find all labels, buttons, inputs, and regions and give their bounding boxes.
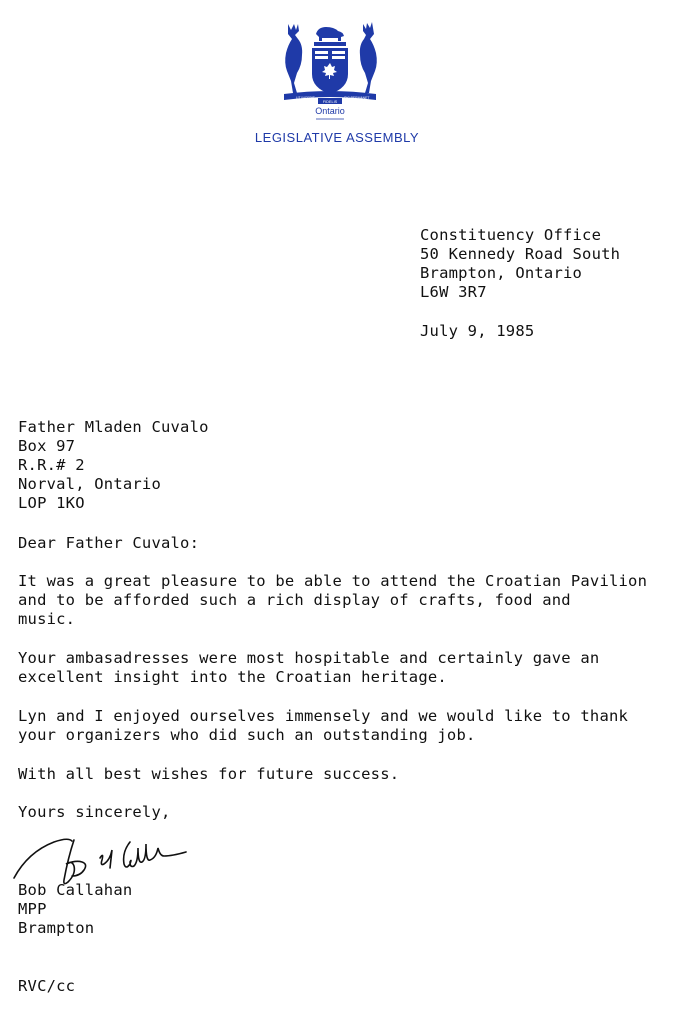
salutation: Dear Father Cuvalo: (18, 534, 200, 552)
sender-address-line-4: L6W 3R7 (420, 283, 487, 301)
recipient-line-4: Norval, Ontario (18, 475, 161, 493)
organization-name: LEGISLATIVE ASSEMBLY (254, 130, 420, 145)
reference-initials: RVC/cc (18, 977, 76, 995)
crest-banner-left: UT INCEPIT (296, 96, 315, 100)
crest-motto: FIDELIS (322, 100, 338, 104)
closing: Yours sincerely, (18, 803, 171, 821)
sender-address-line-3: Brampton, Ontario (420, 264, 583, 282)
crest-label: Ontario (315, 106, 345, 116)
sender-address-line-2: 50 Kennedy Road South (420, 245, 621, 263)
body-paragraph-1: It was a great pleasure to be able to attend the Croatian Pavilion and to be afforded such a rich display of crafts, food and music. (18, 572, 648, 628)
crest-banner-right: SIC PERMANET (344, 96, 370, 100)
signatory-riding: Brampton (18, 919, 95, 937)
recipient-line-2: Box 97 (18, 437, 76, 455)
recipient-line-3: R.R.# 2 (18, 456, 85, 474)
sender-address-line-1: Constituency Office (420, 226, 602, 244)
body-paragraph-2: Your ambasadresses were most hospitable and certainly gave an excellent insight into the Croatian heritage. (18, 649, 600, 686)
signatory-title: MPP (18, 900, 47, 918)
recipient-line-1: Father Mladen Cuvalo (18, 418, 209, 436)
ontario-crest-logo (282, 18, 378, 122)
signatory-name: Bob Callahan (18, 881, 133, 899)
body-paragraph-3: Lyn and I enjoyed ourselves immensely and we would like to thank your organizers who did such an outstanding job. (18, 707, 629, 744)
body-paragraph-4: With all best wishes for future success. (18, 765, 400, 783)
letter-date: July 9, 1985 (420, 322, 535, 340)
recipient-line-5: LOP 1KO (18, 494, 85, 512)
